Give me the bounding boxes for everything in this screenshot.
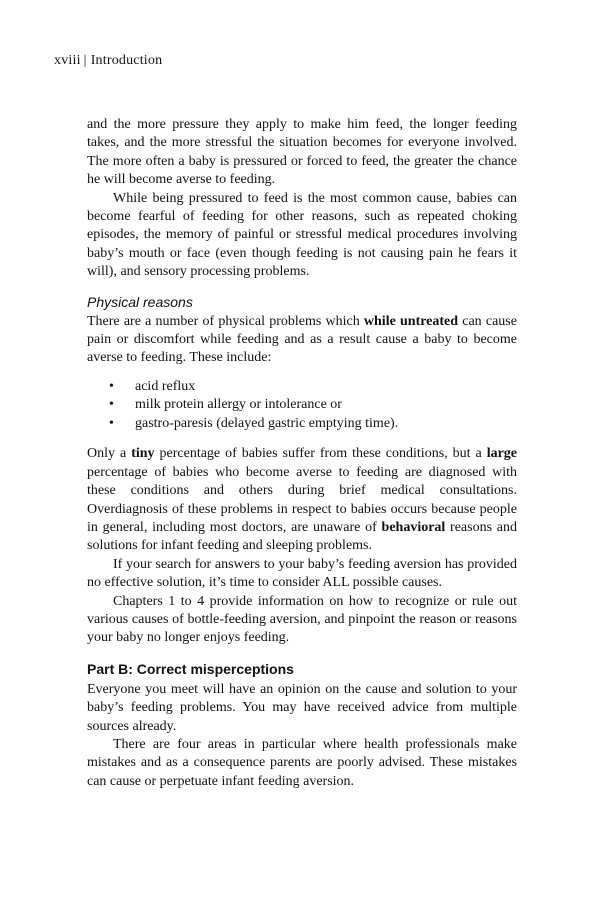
emphasis-tiny: tiny — [131, 446, 155, 462]
header-separator: | — [83, 53, 87, 68]
page-body — [87, 116, 517, 791]
list-item: • gastro-paresis (delayed gastric emptying time). — [109, 415, 517, 434]
section-title: Introduction — [90, 53, 163, 68]
bullet-icon: • — [109, 415, 114, 431]
emphasis-while-untreated: while untreated — [363, 313, 459, 329]
paragraph-consider-all-causes: If your search for answers to your baby’s feeding aversion has provided no effective solution, it’s time to consider ALL possible causes. — [87, 556, 517, 591]
bullet-icon: • — [109, 378, 114, 394]
paragraph-other-reasons: While being pressured to feed is the most common cause, babies can become fearful of feeding for other reasons, such as repeated choking episodes, the memory of painful or stressful medical procedures involving baby’s mouth or face (even though feeding is not causing pain he fears it will), and sensory processing problems. — [87, 190, 517, 280]
page-number: xviii — [54, 53, 81, 68]
bullet-icon: • — [109, 397, 114, 413]
list-item: • milk protein allergy or intolerance or — [109, 396, 517, 415]
paragraph-physical-problems: There are a number of physical problems which while untreated can cause pain or discomfort while feeding and as a result cause a baby to become averse to feeding. These include: — [87, 313, 517, 366]
paragraph-four-areas: There are four areas in particular where health professionals make mistakes and as a consequence parents are poorly advised. These mistakes can cause or perpetuate infant feeding aversion. — [87, 737, 517, 789]
emphasis-behavioral: behavioral — [381, 520, 446, 535]
emphasis-large: large — [486, 446, 518, 462]
running-head — [54, 53, 162, 69]
paragraph-everyone-opinion: Everyone you meet will have an opinion on the cause and solution to your baby’s feeding problems. You may have received advice from multiple sources already. — [87, 681, 517, 734]
list-item: • acid reflux — [109, 378, 517, 397]
subheading-physical-reasons: Physical reasons — [87, 293, 193, 310]
paragraph-continuation: and the more pressure they apply to make him feed, the longer feeding takes, and the more stressful the situation becomes for everyone involved. The more often a baby is pressured or forced to feed, the greater the chance he will become averse to feeding. — [87, 117, 517, 188]
conditions-list — [87, 378, 517, 434]
paragraph-overdiagnosis: Only a tiny percentage of babies suffer from these conditions, but a large percentage of babies who become averse to feeding are diagnosed with these conditions and others during brief medical consultations. Overdiagnosis of these problems in respect to babies occurs because people in general, including most doctors, are unaware of behavioral reasons and solutions for infant feeding and sleeping problems. — [87, 446, 518, 554]
heading-part-b: Part B: Correct misperceptions — [87, 660, 294, 677]
paragraph-chapters-1-4: Chapters 1 to 4 provide information on how to recognize or rule out various causes of bottle-feeding aversion, and pinpoint the reason or reasons your baby no longer enjoys feeding. — [87, 593, 517, 646]
